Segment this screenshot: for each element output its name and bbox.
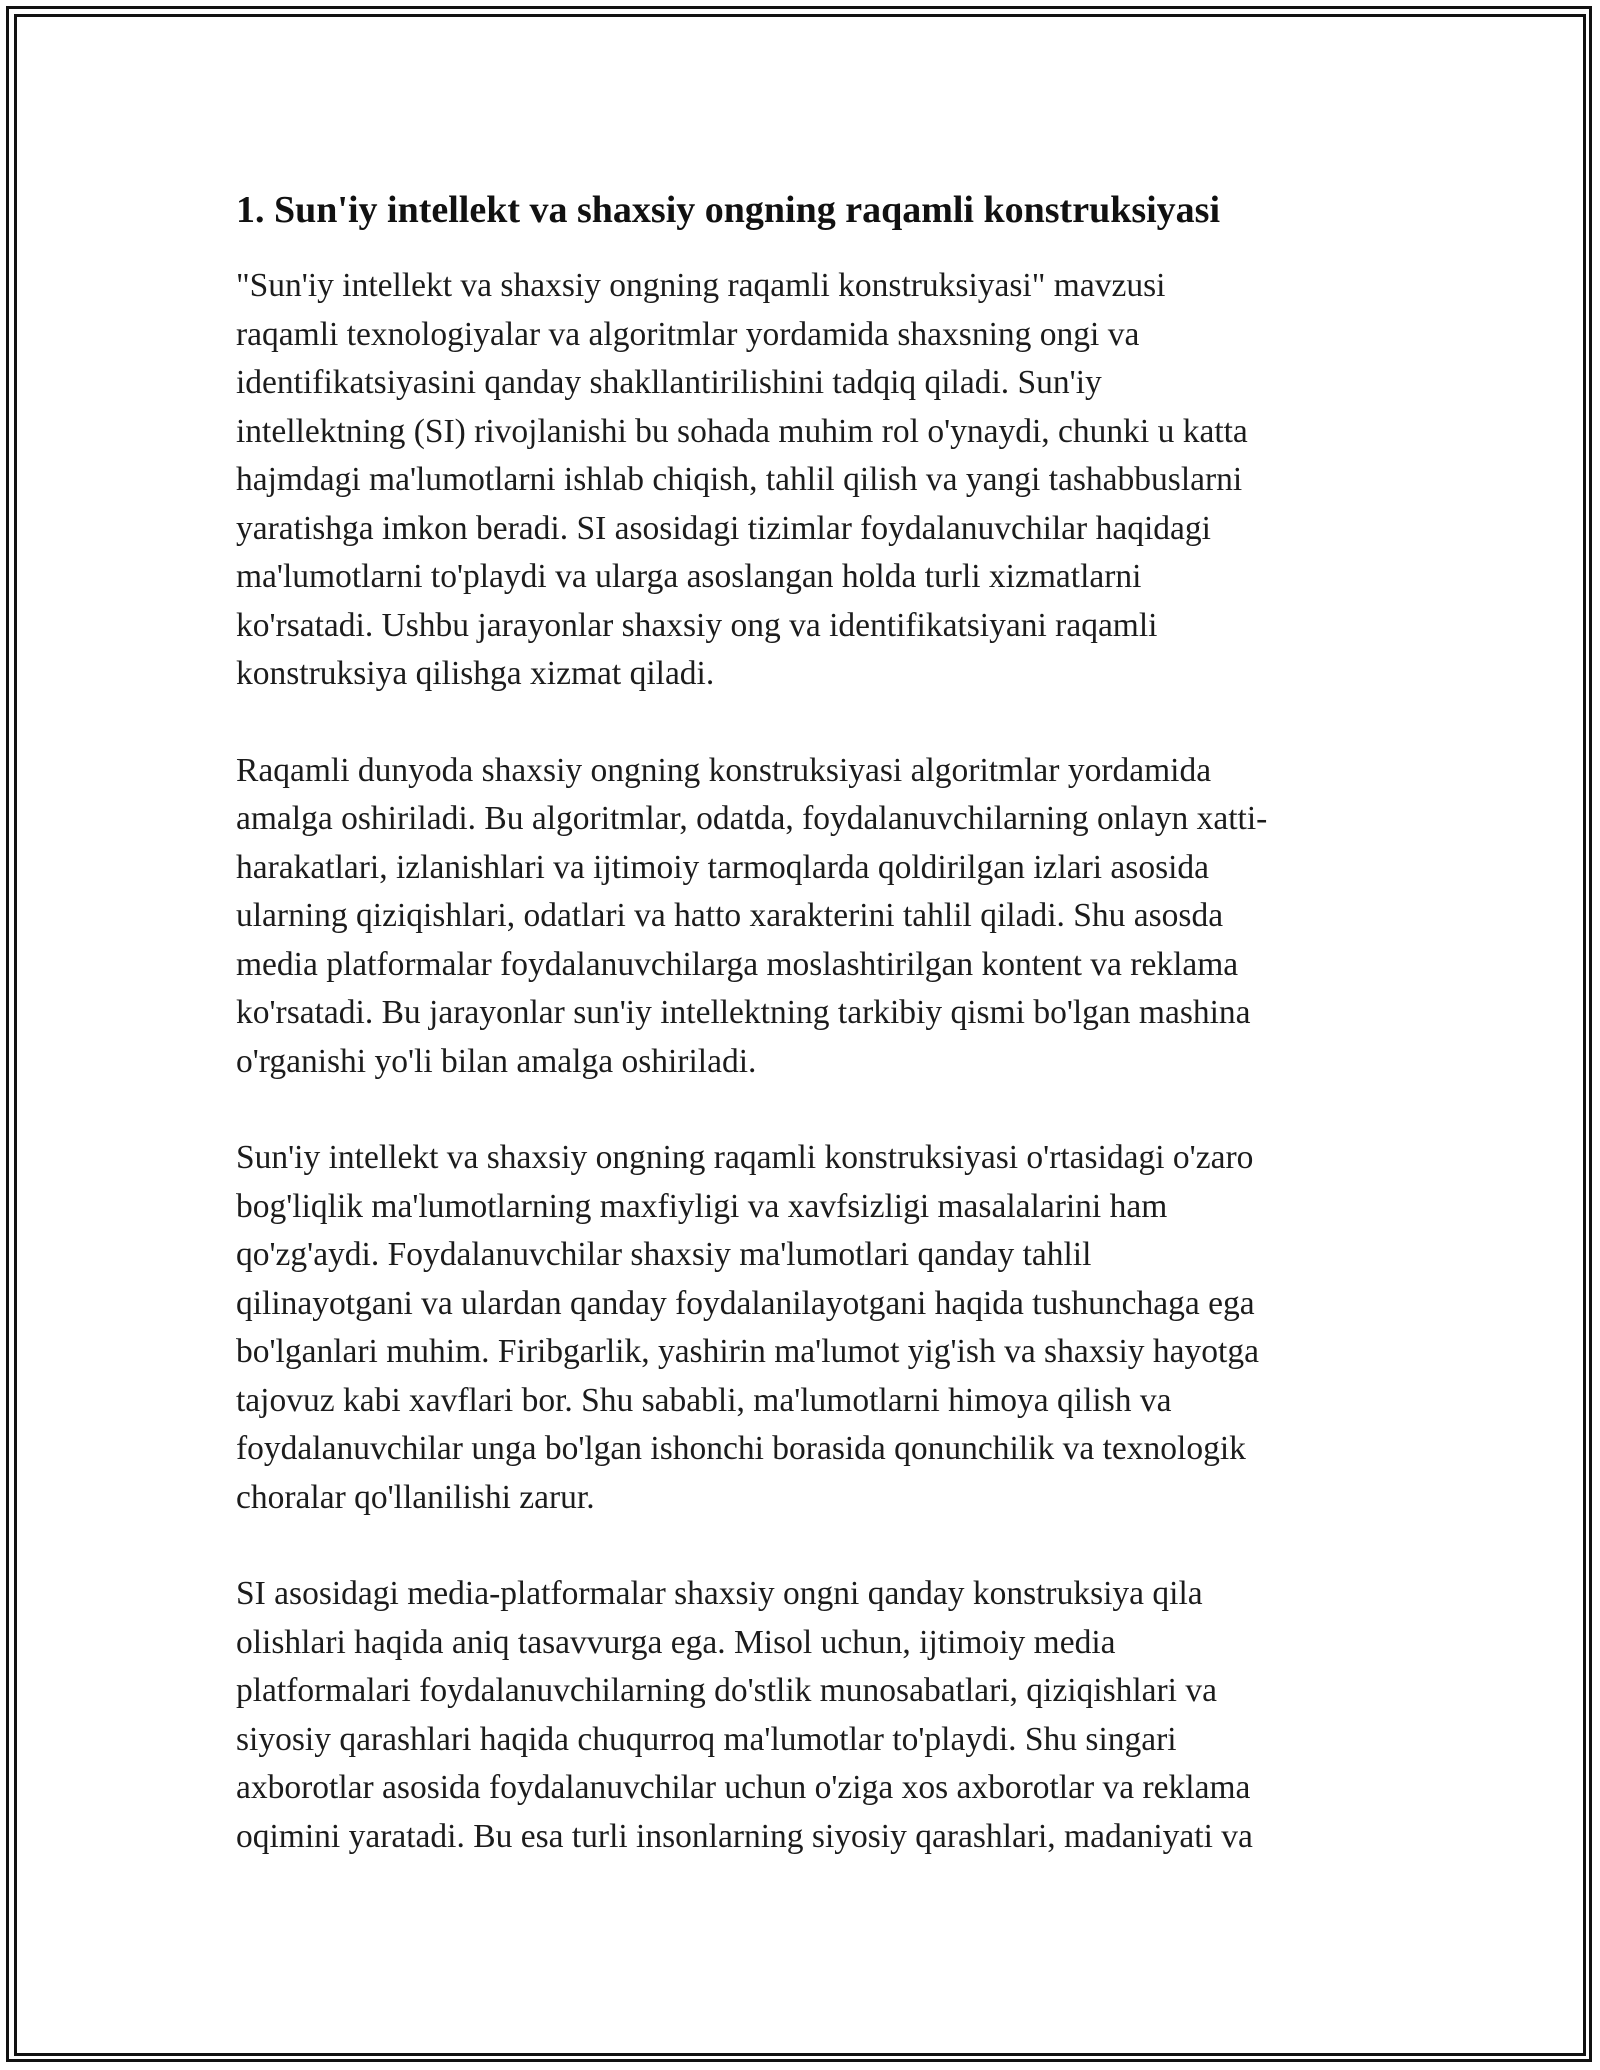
text-line: qilinayotgani va ulardan qanday foydalanilayotgani haqida tushunchaga ega (236, 1284, 1255, 1322)
text-line: media platformalar foydalanuvchilarga moslashtirilgan kontent va reklama (236, 945, 1239, 983)
text-line: platformalari foydalanuvchilarning do'stlik munosabatlari, qiziqishlari va (236, 1672, 1217, 1709)
text-line: ko'rsatadi. Ushbu jarayonlar shaxsiy ong va identifikatsiyani raqamli (236, 606, 1158, 644)
text-line: axborotlar asosida foydalanuvchilar uchun o'ziga xos axborotlar va reklama (236, 1769, 1251, 1806)
text-line: ma'lumotlarni to'playdi va ularga asoslangan holda turli xizmatlarni (236, 558, 1142, 595)
text-line: bog'liqlik ma'lumotlarning maxfiyligi va xavfsizligi masalalarini ham (236, 1187, 1168, 1225)
text-line: siyosiy qarashlari haqida chuqurroq ma'lumotlar to'playdi. Shu singari (236, 1720, 1177, 1758)
text-line: olishlari haqida aniq tasavvurga ega. Misol uchun, ijtimoiy media (236, 1623, 1116, 1661)
text-line: ko'rsatadi. Bu jarayonlar sun'iy intellektning tarkibiy qismi bo'lgan mashina (236, 994, 1251, 1031)
text-line: SI asosidagi media-platformalar shaxsiy ongni qanday konstruksiya qila (236, 1575, 1203, 1612)
text-line: intellektning (SI) rivojlanishi bu sohada muhim rol o'ynaydi, chunki u katta (236, 412, 1248, 450)
text-line: "Sun'iy intellekt va shaxsiy ongning raqamli konstruksiyasi" mavzusi (236, 267, 1166, 304)
text-line: foydalanuvchilar unga bo'lgan ishonchi borasida qonunchilik va texnologik (236, 1430, 1246, 1467)
paragraph-list (236, 262, 1376, 1861)
body-paragraph (236, 747, 1376, 1087)
text-line: oqimini yaratadi. Bu esa turli insonlarning siyosiy qarashlari, madaniyati va (236, 1817, 1253, 1855)
text-line: Raqamli dunyoda shaxsiy ongning konstruksiyasi algoritmlar yordamida (236, 751, 1212, 789)
text-line: ularning qiziqishlari, odatlari va hatto xarakterini tahlil qiladi. Shu asosda (236, 897, 1224, 934)
text-line: o'rganishi yo'li bilan amalga oshiriladi. (236, 1042, 757, 1080)
text-line: amalga oshiriladi. Bu algoritmlar, odatda, foydalanuvchilarning onlayn xatti- (236, 800, 1268, 837)
text-line: harakatlari, izlanishlari va ijtimoiy tarmoqlarda qoldirilgan izlari asosida (236, 848, 1210, 886)
text-line: Sun'iy intellekt va shaxsiy ongning raqamli konstruksiyasi o'rtasidagi o'zaro (236, 1139, 1254, 1176)
text-line: raqamli texnologiyalar va algoritmlar yordamida shaxsning ongi va (236, 315, 1140, 353)
text-line: yaratishga imkon beradi. SI asosidagi tizimlar foydalanuvchilar haqidagi (236, 509, 1211, 547)
body-paragraph (236, 1570, 1376, 1861)
text-line: bo'lganlari muhim. Firibgarlik, yashirin ma'lumot yig'ish va shaxsiy hayotga (236, 1333, 1259, 1370)
text-line: tajovuz kabi xavflari bor. Shu sababli, ma'lumotlarni himoya qilish va (236, 1381, 1172, 1419)
document-body (236, 184, 1376, 1909)
section-heading: 1. Sun'iy intellekt va shaxsiy ongning raqamli konstruksiyasi (236, 189, 1221, 231)
text-line: qo'zg'aydi. Foydalanuvchilar shaxsiy ma'lumotlari qanday tahlil (236, 1236, 1092, 1273)
text-line: choralar qo'llanilishi zarur. (236, 1478, 595, 1516)
text-line: konstruksiya qilishga xizmat qiladi. (236, 655, 715, 692)
text-line: identifikatsiyasini qanday shakllantirilishini tadqiq qiladi. Sun'iy (236, 364, 1102, 401)
text-line: hajmdagi ma'lumotlarni ishlab chiqish, tahlil qilish va yangi tashabbuslarni (236, 461, 1243, 498)
body-paragraph (236, 1134, 1376, 1522)
body-paragraph (236, 262, 1376, 699)
